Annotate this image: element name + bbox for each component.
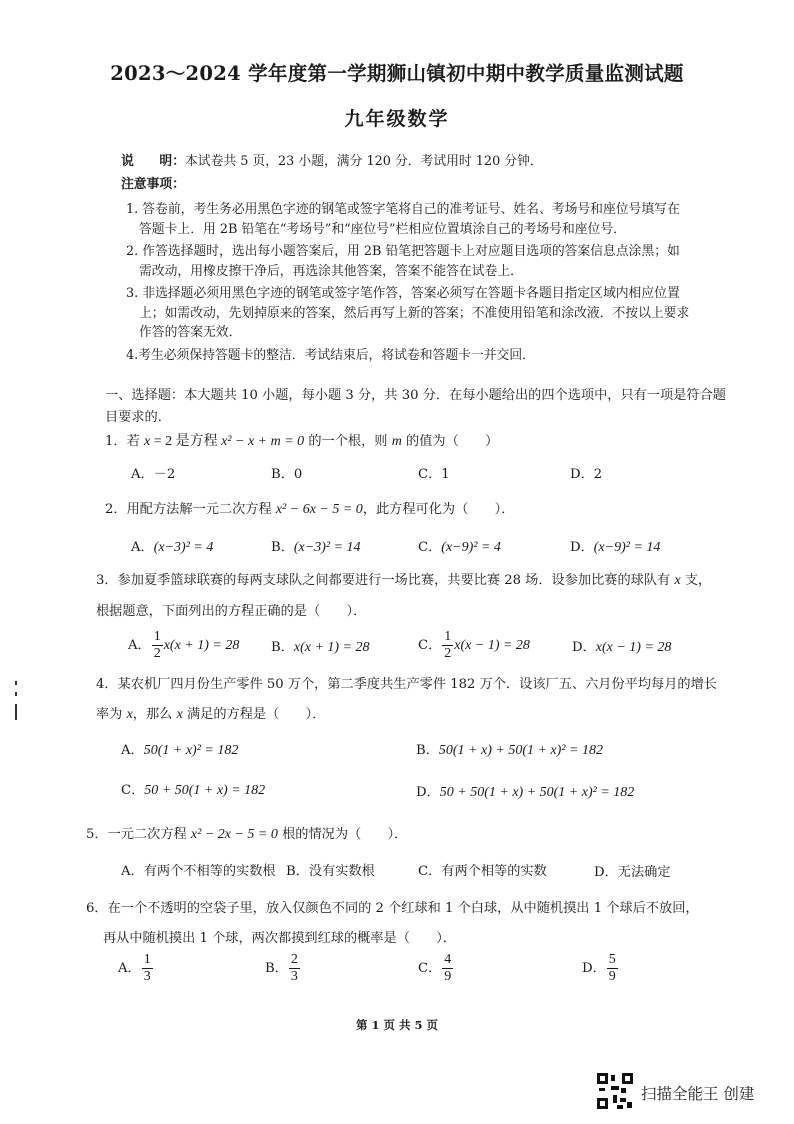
exam-subtitle: 九年级数学	[344, 108, 450, 130]
note-3-line-2: 上；如需改动，先划掉原来的答案，然后再写上新的答案；不准使用铅笔和涂改液．不按以上要求	[139, 306, 690, 321]
q2-option-a-label: A．	[131, 540, 154, 555]
question-3-line-2: 根据题意，下面列出的方程正确的是（ ）．	[96, 604, 367, 619]
question-1-stem	[105, 430, 498, 450]
q1-option-b[interactable]: B．0	[271, 467, 303, 482]
q3-option-b-label: B．	[271, 640, 294, 655]
q1-option-d[interactable]: D．2	[570, 467, 603, 482]
q4-option-d-label: D．	[416, 785, 440, 800]
q2-option-c-label: C．	[418, 540, 442, 555]
q5-option-a[interactable]: A．有两个不相等的实数根	[121, 864, 276, 879]
q3-option-d[interactable]	[572, 636, 671, 656]
q4-text-c: 满足的方程是（ ）．	[182, 707, 326, 722]
q2-text-a: 2．用配方法解一元二次方程	[105, 502, 276, 517]
q6-option-d-label: D．	[582, 961, 606, 976]
q2-option-b[interactable]	[271, 536, 361, 556]
q4-option-a[interactable]	[121, 739, 238, 759]
q6-option-d-fraction	[607, 953, 618, 984]
q6-option-c[interactable]	[418, 953, 454, 984]
q2-equation: x² − 6x − 5 = 0	[275, 502, 363, 517]
q6-d-denominator: 9	[608, 969, 616, 984]
q4-text-b: ，那么	[132, 707, 177, 722]
q2-option-c[interactable]	[418, 536, 501, 556]
q4-option-b[interactable]	[416, 739, 603, 759]
q5-option-d[interactable]: D．无法确定	[594, 865, 671, 880]
q6-d-numerator: 5	[608, 952, 616, 967]
note-1-line-1: 1. 答卷前，考生务必用黑色字迹的钢笔或签字笔将自己的准考证号、姓名、考场号和座位号填写在	[126, 202, 680, 217]
q4-var-x: x	[126, 707, 133, 722]
q5-equation: x² − 2x − 5 = 0	[190, 827, 278, 842]
qr-code-icon	[597, 1073, 633, 1109]
q5-option-b[interactable]: B．没有实数根	[286, 864, 375, 879]
q4-option-c-expr: 50 + 50(1 + x) = 182	[144, 783, 266, 798]
section-1-heading-line-2: 目要求的．	[105, 410, 171, 425]
q6-option-a[interactable]	[118, 953, 154, 984]
q4-option-c-label: C．	[121, 783, 145, 798]
q1-text-a: 1．若	[105, 434, 144, 449]
q6-option-b[interactable]	[265, 953, 301, 984]
q6-option-a-fraction	[142, 953, 153, 984]
scanner-brand-text: 扫描全能王 创建	[641, 1085, 755, 1103]
q3-c-numerator: 1	[444, 629, 452, 644]
q1-var-m: m	[391, 434, 402, 449]
question-5-stem	[86, 823, 407, 843]
q6-option-c-label: C．	[418, 961, 442, 976]
scan-mark	[15, 704, 17, 720]
q6-a-numerator: 1	[143, 952, 151, 967]
q6-b-numerator: 2	[290, 952, 298, 967]
note-4: 4.考生必须保持答题卡的整洁．考试结束后，将试卷和答题卡一并交回．	[126, 348, 535, 363]
exam-title: 2023～2024 学年度第一学期狮山镇初中期中教学质量监测试题	[110, 62, 684, 85]
q2-option-c-expr: (x−9)² = 4	[441, 540, 501, 555]
note-2-line-2: 需改动，用橡皮擦干净后，再选涂其他答案，答案不能答在试卷上．	[139, 264, 523, 279]
section-1-heading-line-1: 一、选择题：本大题共 10 小题，每小题 3 分，共 30 分．在每小题给出的四个选项中，只有一项是符合题	[105, 388, 726, 403]
q1-text-eq: = 2 是方程	[150, 434, 222, 449]
q6-option-b-label: B．	[265, 961, 288, 976]
q6-option-d[interactable]	[582, 953, 619, 984]
note-1-line-2: 答题卡上．用 2B 铅笔在“考场号”和“座位号”栏相应位置填涂自己的考场号和座位号．	[139, 222, 626, 237]
q3-option-a-fraction	[152, 630, 163, 661]
q6-b-denominator: 3	[290, 969, 298, 984]
q3-option-a[interactable]	[128, 630, 239, 661]
q4-option-b-expr: 50(1 + x) + 50(1 + x)² = 182	[438, 743, 603, 758]
attention-label: 注意事项：	[121, 177, 185, 192]
q2-option-a[interactable]	[131, 536, 213, 556]
q1-option-c[interactable]: C．1	[418, 467, 450, 482]
q3-a-denominator: 2	[153, 646, 161, 661]
q3-option-c-expr: x(x − 1) = 28	[454, 638, 530, 653]
question-2-stem	[105, 498, 514, 518]
q3-text-a: 3．参加夏季篮球联赛的每两支球队之间都要进行一场比赛，共要比赛 28 场．设参加比赛的球队有	[96, 573, 675, 588]
q4-option-a-expr: 50(1 + x)² = 182	[143, 743, 239, 758]
page-number: 第 1 页 共 5 页	[355, 1018, 439, 1032]
explain-line	[121, 153, 543, 170]
question-4-line-1: 4．某农机厂四月份生产零件 50 万个，第二季度共生产零件 182 万个．设该厂五、六月份平均每月的增长	[96, 677, 717, 692]
q1-var-x: x	[143, 434, 151, 449]
q3-option-a-label: A．	[128, 638, 151, 653]
q3-option-d-expr: x(x − 1) = 28	[595, 640, 672, 655]
q4-text-a: 率为	[96, 707, 127, 722]
q5-text-a: 5．一元二次方程	[86, 827, 191, 842]
q3-c-denominator: 2	[444, 646, 452, 661]
q3-option-c-label: C．	[418, 638, 442, 653]
q1-text-b: 的一个根，则	[304, 434, 392, 449]
q3-option-c-fraction	[442, 630, 453, 661]
explain-label: 说 明：	[121, 154, 185, 169]
note-3-line-1: 3. 非选择题必须用黑色字迹的钢笔或签字笔作答，答案必须写在答题卡各题目指定区域内相应位置	[126, 286, 680, 301]
scan-mark	[15, 692, 17, 696]
q3-option-b[interactable]	[271, 636, 370, 656]
note-3-line-3: 作答的答案无效．	[139, 325, 242, 340]
q3-option-b-expr: x(x + 1) = 28	[293, 640, 370, 655]
q4-option-c[interactable]	[121, 779, 265, 799]
q6-option-b-fraction	[289, 953, 300, 984]
q2-option-a-expr: (x−3)² = 4	[153, 540, 214, 555]
q2-option-d-label: D．	[570, 540, 594, 555]
q2-option-b-label: B．	[271, 540, 294, 555]
question-3-line-1	[96, 569, 711, 589]
q1-text-c: 的值为（ ）	[401, 434, 499, 449]
q4-option-a-label: A．	[121, 743, 144, 758]
q6-c-denominator: 9	[444, 969, 452, 984]
explain-text: 本试卷共 5 页，23 小题，满分 120 分．考试用时 120 分钟．	[184, 154, 543, 169]
q4-option-d[interactable]	[416, 781, 634, 801]
q3-var-x: x	[674, 573, 681, 588]
question-4-line-2	[96, 703, 325, 723]
q6-a-denominator: 3	[143, 969, 151, 984]
q4-option-d-expr: 50 + 50(1 + x) + 50(1 + x)² = 182	[439, 785, 635, 800]
q3-a-numerator: 1	[153, 629, 161, 644]
question-6-line-2: 再从中随机摸出 1 个球，两次都摸到红球的概率是（ ）．	[103, 931, 457, 946]
q5-text-b: 根的情况为（ ）．	[277, 827, 408, 842]
q1-equation: x² − x + m = 0	[221, 434, 305, 449]
q6-option-a-label: A．	[118, 961, 141, 976]
q6-option-c-fraction	[442, 953, 453, 984]
q3-option-d-label: D．	[572, 640, 596, 655]
q6-c-numerator: 4	[444, 952, 452, 967]
question-6-line-1: 6．在一个不透明的空袋子里，放入仅颜色不同的 2 个红球和 1 个白球，从中随机摸出 1 个球后不放回，	[86, 901, 699, 916]
q2-text-b: ，此方程可化为（ ）．	[362, 502, 515, 517]
q2-option-d[interactable]	[570, 536, 660, 556]
q2-option-b-expr: (x−3)² = 14	[293, 540, 361, 555]
note-2-line-1: 2. 作答选择题时，选出每小题答案后，用 2B 铅笔把答题卡上对应题目选项的答案信息点涂黑；如	[126, 244, 680, 259]
q4-var-x-2: x	[176, 707, 183, 722]
q3-option-c[interactable]	[418, 630, 530, 661]
q3-option-a-expr: x(x + 1) = 28	[163, 638, 240, 653]
q5-option-c[interactable]: C．有两个相等的实数	[418, 864, 547, 879]
q3-text-b: 支，	[680, 573, 712, 588]
scan-mark	[15, 681, 17, 685]
q1-option-a[interactable]: A．－2	[131, 467, 176, 482]
q4-option-b-label: B．	[416, 743, 439, 758]
q2-option-d-expr: (x−9)² = 14	[593, 540, 661, 555]
